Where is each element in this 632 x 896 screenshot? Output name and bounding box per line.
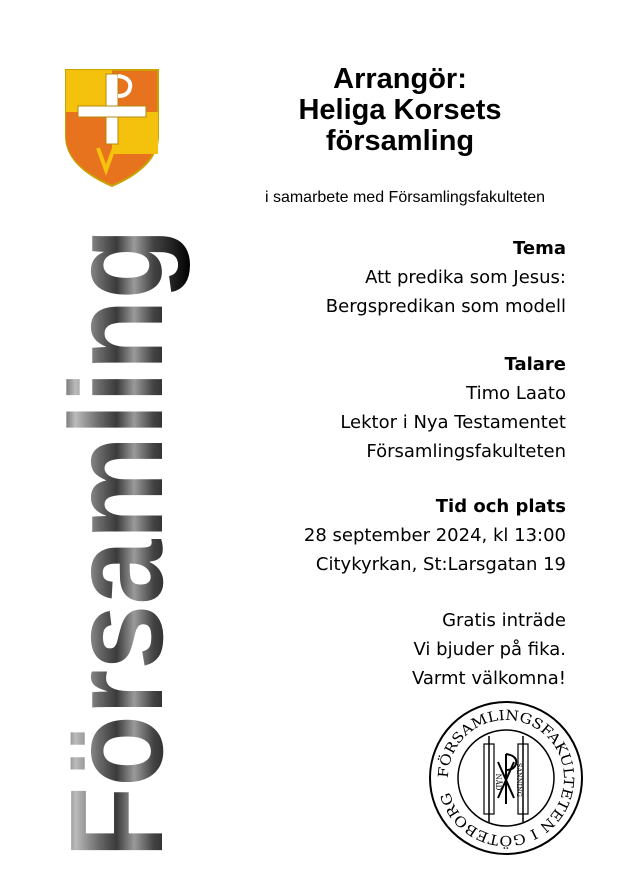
footer-section: [246, 606, 566, 693]
heading-line-2: Heliga Korsets: [298, 94, 502, 126]
parish-shield-logo: [62, 66, 162, 190]
vertical-word-text: Församling: [43, 146, 190, 858]
tema-line: Bergspredikan som modell: [325, 296, 566, 317]
talare-line: Timo Laato: [466, 383, 566, 404]
seal-right-word: SANNING: [515, 763, 523, 797]
tid-line: Citykyrkan, St:Larsgatan 19: [315, 554, 566, 575]
tid-section: [246, 492, 566, 579]
faculty-seal: [426, 698, 586, 858]
footer-line: Vi bjuder på fika.: [413, 639, 566, 660]
vertical-word-forsamling: [43, 146, 190, 866]
talare-line: Lektor i Nya Testamentet: [340, 412, 566, 433]
seal-left-word: NÅD: [494, 773, 502, 791]
cooperation-subtitle: i samarbete med Församlingsfakulteten: [264, 189, 546, 206]
tema-label: Tema: [513, 238, 566, 259]
footer-line: Gratis inträde: [442, 610, 566, 631]
heading-line-1: Arrangör:: [333, 63, 467, 95]
tema-section: [246, 234, 566, 321]
talare-section: [246, 350, 566, 466]
footer-line: Varmt välkomna!: [411, 668, 566, 689]
tid-line: 28 september 2024, kl 13:00: [303, 525, 566, 546]
tid-label: Tid och plats: [435, 496, 566, 517]
heading-line-3: församling: [325, 125, 475, 157]
tema-line: Att predika som Jesus:: [365, 267, 566, 288]
talare-line: Församlingsfakulteten: [366, 441, 566, 462]
seal-ring-text: FÖRSAMLINGSFAKULTETEN I GÖTEBORG: [435, 707, 577, 849]
organizer-heading: [230, 64, 570, 157]
talare-label: Talare: [504, 354, 566, 375]
